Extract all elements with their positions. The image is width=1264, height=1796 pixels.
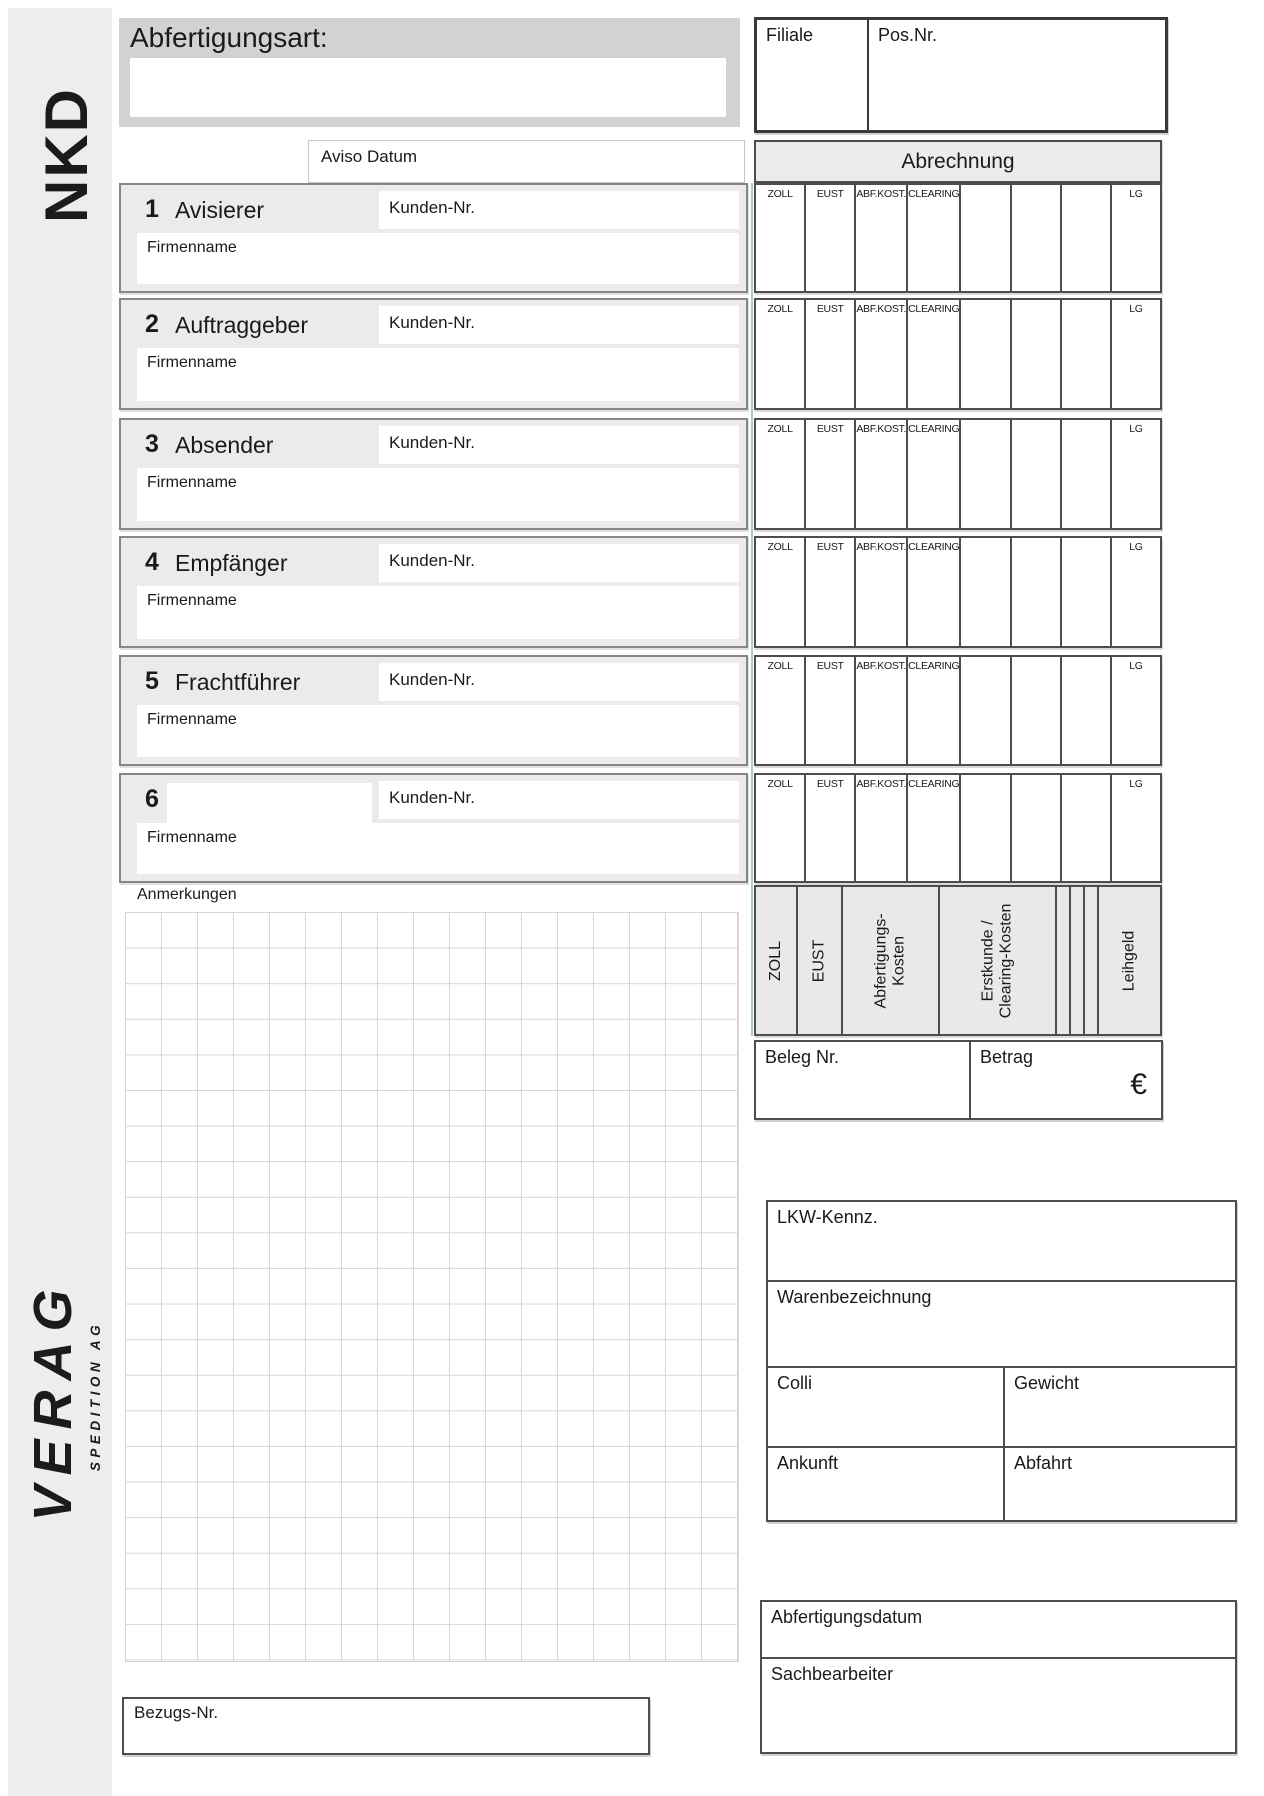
brand-sidebar (8, 8, 112, 1796)
abrechnung-col-header (1062, 657, 1110, 660)
section-title: Empfänger (175, 550, 288, 576)
abrechnung-cell[interactable] (959, 657, 1009, 764)
abrechnung-row-6 (754, 773, 1162, 883)
firmenname-field[interactable]: Firmenname (137, 468, 739, 521)
abrechnung-col-header: ABF.KOST. (856, 423, 907, 435)
abrechnung-cell[interactable] (804, 657, 854, 764)
vertical-label-cell (841, 887, 938, 1034)
firmenname-field[interactable]: Firmenname (137, 705, 739, 757)
party-section-2 (119, 298, 748, 410)
waren-row (768, 1280, 1235, 1366)
abrechnung-cell[interactable] (959, 538, 1009, 646)
abrechnung-cell[interactable] (959, 300, 1009, 408)
abrechnung-col-header (1012, 420, 1060, 423)
section-number: 2 (145, 310, 159, 338)
abrechnung-cell[interactable] (854, 300, 906, 408)
section-number: 4 (145, 548, 159, 576)
abrechnung-cell[interactable] (1060, 775, 1110, 881)
vertical-label-text: ZOLL (767, 940, 785, 981)
abrechnung-col-header (1012, 300, 1060, 303)
abrechnung-cell[interactable] (1110, 538, 1160, 646)
abrechnung-col-header (1062, 420, 1110, 423)
abrechnung-col-header (1062, 775, 1110, 778)
abrechnung-header: Abrechnung (754, 140, 1162, 183)
abrechnung-row-1 (754, 183, 1162, 293)
abrechnung-col-header: EUST (816, 303, 844, 315)
section-title: Frachtführer (175, 669, 301, 695)
abrechnung-cell[interactable] (756, 420, 804, 528)
abrechnung-col-header: ABF.KOST. (856, 303, 907, 315)
kunden-nr-field[interactable]: Kunden-Nr. (379, 426, 739, 464)
abrechnung-cell[interactable] (1110, 300, 1160, 408)
vertical-label-text: EUST (810, 939, 828, 982)
abrechnung-col-header: LG (1129, 303, 1143, 315)
abrechnung-cell[interactable] (906, 185, 959, 291)
accent-line (751, 183, 753, 1036)
abrechnung-cell[interactable] (1110, 657, 1160, 764)
abrechnung-row-2 (754, 298, 1162, 410)
sachbearbeiter-row (762, 1657, 1235, 1752)
ankunft-field[interactable]: Ankunft (768, 1448, 1005, 1520)
firmenname-field[interactable]: Firmenname (137, 233, 739, 284)
abrechnung-col-header: EUST (816, 188, 844, 200)
vertical-label-text: Abfertigungs- Kosten (872, 912, 908, 1009)
vertical-label-cell (1055, 887, 1069, 1034)
firmenname-field[interactable]: Firmenname (137, 348, 739, 401)
ankunft-abfahrt-row (768, 1446, 1235, 1520)
euro-symbol: € (1130, 1068, 1147, 1101)
vertical-label-text: Leihgeld (1120, 930, 1138, 991)
abrechnung-cell[interactable] (854, 185, 906, 291)
spedition-ag-label: SPEDITION AG (87, 1320, 103, 1472)
kunden-nr-field[interactable]: Kunden-Nr. (379, 781, 739, 819)
abrechnung-cell[interactable] (804, 300, 854, 408)
kunden-nr-field[interactable]: Kunden-Nr. (379, 663, 739, 701)
kunden-nr-field[interactable]: Kunden-Nr. (379, 544, 739, 582)
vertical-label-cell (938, 887, 1055, 1034)
betrag-field[interactable] (971, 1042, 1161, 1118)
party-section-1 (119, 183, 748, 293)
abrechnung-cell[interactable] (1110, 185, 1160, 291)
lkw-kennz-field[interactable]: LKW-Kennz. (777, 1207, 878, 1227)
aviso-datum-field[interactable]: Aviso Datum (308, 140, 745, 183)
section-number: 1 (145, 195, 159, 223)
colli-field[interactable]: Colli (768, 1368, 1005, 1446)
abfertigungsart-label: Abfertigungsart: (130, 22, 328, 53)
filiale-posnr-box (754, 17, 1168, 133)
party-section-6 (119, 773, 748, 883)
verag-logo: VERAG (23, 1279, 83, 1522)
abrechnung-col-header (1012, 185, 1060, 188)
abrechnung-cell[interactable] (804, 538, 854, 646)
abrechnung-cell[interactable] (1010, 420, 1060, 528)
warenbezeichnung-field[interactable]: Warenbezeichnung (777, 1287, 932, 1307)
abrechnung-col-header: CLEARING (908, 303, 960, 315)
party-section-3 (119, 418, 748, 530)
abrechnung-col-header: CLEARING (908, 188, 960, 200)
vertical-label-cell (756, 887, 796, 1034)
abrechnung-cell[interactable] (854, 775, 906, 881)
vertical-label-text: Erstkunde / Clearing-Kosten (979, 903, 1015, 1018)
abrechnung-cell[interactable] (756, 775, 804, 881)
gewicht-field[interactable]: Gewicht (1014, 1373, 1080, 1393)
abrechnung-col-header: EUST (816, 778, 844, 790)
abrechnung-col-header (961, 185, 1009, 188)
abrechnung-col-header (961, 420, 1009, 423)
party-section-4 (119, 536, 748, 648)
abrechnung-vertical-labels (754, 885, 1162, 1036)
abrechnung-col-header: ZOLL (767, 303, 793, 315)
abrechnung-col-header (1012, 538, 1060, 541)
abfertigungsart-block (119, 18, 740, 127)
abrechnung-cell[interactable] (906, 775, 959, 881)
abrechnung-col-header (961, 775, 1009, 778)
colli-gewicht-row (768, 1366, 1235, 1446)
abrechnung-col-header: ZOLL (767, 541, 793, 553)
vertical-label-cell (1097, 887, 1160, 1034)
abrechnung-col-header (1062, 185, 1110, 188)
abrechnung-cell[interactable] (756, 657, 804, 764)
abrechnung-row-3 (754, 418, 1162, 530)
abfertigungsart-input[interactable] (130, 58, 726, 117)
abrechnung-col-header (1062, 300, 1110, 303)
abrechnung-cell[interactable] (906, 657, 959, 764)
abrechnung-cell[interactable] (756, 538, 804, 646)
abfertigungsdatum-field[interactable]: Abfertigungsdatum (771, 1607, 923, 1627)
abrechnung-col-header: ZOLL (767, 423, 793, 435)
firmenname-field[interactable]: Firmenname (137, 823, 739, 874)
filiale-field[interactable]: Filiale (757, 20, 869, 130)
abrechnung-col-header: LG (1129, 541, 1143, 553)
section-title: Absender (175, 432, 274, 458)
abrechnung-col-header (1012, 775, 1060, 778)
abrechnung-cell[interactable] (959, 185, 1009, 291)
abrechnung-cell[interactable] (1060, 300, 1110, 408)
abrechnung-cell[interactable] (959, 775, 1009, 881)
abrechnung-cell[interactable] (1010, 775, 1060, 881)
vertical-label-cell (1083, 887, 1097, 1034)
abrechnung-col-header: CLEARING (908, 660, 960, 672)
abrechnung-col-header (1062, 538, 1110, 541)
nkd-logo: NKD (32, 87, 100, 223)
abrechnung-col-header: ZOLL (767, 660, 793, 672)
abfertigungsdatum-row (762, 1602, 1235, 1657)
abrechnung-cell[interactable] (906, 420, 959, 528)
abrechnung-col-header: ABF.KOST. (856, 778, 907, 790)
abrechnung-cell[interactable] (906, 538, 959, 646)
abrechnung-col-header: EUST (816, 541, 844, 553)
abrechnung-cell[interactable] (1010, 185, 1060, 291)
abrechnung-cell[interactable] (906, 300, 959, 408)
abrechnung-col-header (961, 657, 1009, 660)
abrechnung-cell[interactable] (1060, 185, 1110, 291)
section-title: Auftraggeber (175, 312, 308, 338)
abrechnung-col-header: ABF.KOST. (856, 188, 907, 200)
section-number: 3 (145, 430, 159, 458)
anmerkungen-grid-field[interactable] (125, 912, 739, 1662)
abrechnung-col-header: CLEARING (908, 541, 960, 553)
abrechnung-col-header (1012, 657, 1060, 660)
abrechnung-row-5 (754, 655, 1162, 766)
abrechnung-col-header: ABF.KOST. (856, 541, 907, 553)
abrechnung-cell[interactable] (854, 420, 906, 528)
cargo-box (766, 1200, 1237, 1522)
processing-box (760, 1600, 1237, 1754)
abrechnung-cell[interactable] (1110, 775, 1160, 881)
beleg-betrag-box (754, 1040, 1163, 1120)
abrechnung-cell[interactable] (1060, 420, 1110, 528)
abrechnung-cell[interactable] (1010, 657, 1060, 764)
abrechnung-cell[interactable] (756, 185, 804, 291)
abrechnung-cell[interactable] (1060, 538, 1110, 646)
abrechnung-cell[interactable] (1010, 300, 1060, 408)
abrechnung-col-header: ZOLL (767, 778, 793, 790)
abrechnung-col-header: EUST (816, 423, 844, 435)
bezugs-nr-field[interactable]: Bezugs-Nr. (122, 1697, 650, 1755)
kunden-nr-field[interactable]: Kunden-Nr. (379, 191, 739, 229)
abrechnung-cell[interactable] (804, 420, 854, 528)
vertical-label-cell (1069, 887, 1083, 1034)
abrechnung-cell[interactable] (854, 657, 906, 764)
abrechnung-col-header: LG (1129, 188, 1143, 200)
abrechnung-col-header: CLEARING (908, 423, 960, 435)
abrechnung-col-header: CLEARING (908, 778, 960, 790)
lkw-row (768, 1202, 1235, 1280)
betrag-label: Betrag (980, 1047, 1034, 1067)
anmerkungen-label: Anmerkungen (137, 886, 237, 903)
section-number: 5 (145, 667, 159, 695)
abrechnung-cell[interactable] (854, 538, 906, 646)
abrechnung-cell[interactable] (1110, 420, 1160, 528)
abrechnung-cell[interactable] (804, 185, 854, 291)
section-number: 6 (145, 785, 159, 813)
abrechnung-col-header: LG (1129, 660, 1143, 672)
beleg-nr-field[interactable]: Beleg Nr. (756, 1042, 971, 1118)
abrechnung-col-header (961, 300, 1009, 303)
abrechnung-col-header (961, 538, 1009, 541)
abrechnung-col-header: LG (1129, 423, 1143, 435)
kunden-nr-field[interactable]: Kunden-Nr. (379, 306, 739, 344)
abrechnung-cell[interactable] (804, 775, 854, 881)
firmenname-field[interactable]: Firmenname (137, 586, 739, 639)
section-title-input[interactable] (167, 783, 372, 827)
abrechnung-col-header: EUST (816, 660, 844, 672)
party-section-5 (119, 655, 748, 766)
abfahrt-field[interactable]: Abfahrt (1014, 1453, 1073, 1473)
abrechnung-row-4 (754, 536, 1162, 648)
abrechnung-cell[interactable] (1060, 657, 1110, 764)
section-title: Avisierer (175, 197, 265, 223)
abrechnung-col-header: ZOLL (767, 188, 793, 200)
sachbearbeiter-field[interactable]: Sachbearbeiter (771, 1664, 894, 1684)
vertical-label-cell (796, 887, 841, 1034)
abrechnung-cell[interactable] (756, 300, 804, 408)
abrechnung-cell[interactable] (959, 420, 1009, 528)
abrechnung-col-header: LG (1129, 778, 1143, 790)
abrechnung-cell[interactable] (1010, 538, 1060, 646)
pos-nr-field[interactable]: Pos.Nr. (878, 25, 938, 45)
abrechnung-col-header: ABF.KOST. (856, 660, 907, 672)
